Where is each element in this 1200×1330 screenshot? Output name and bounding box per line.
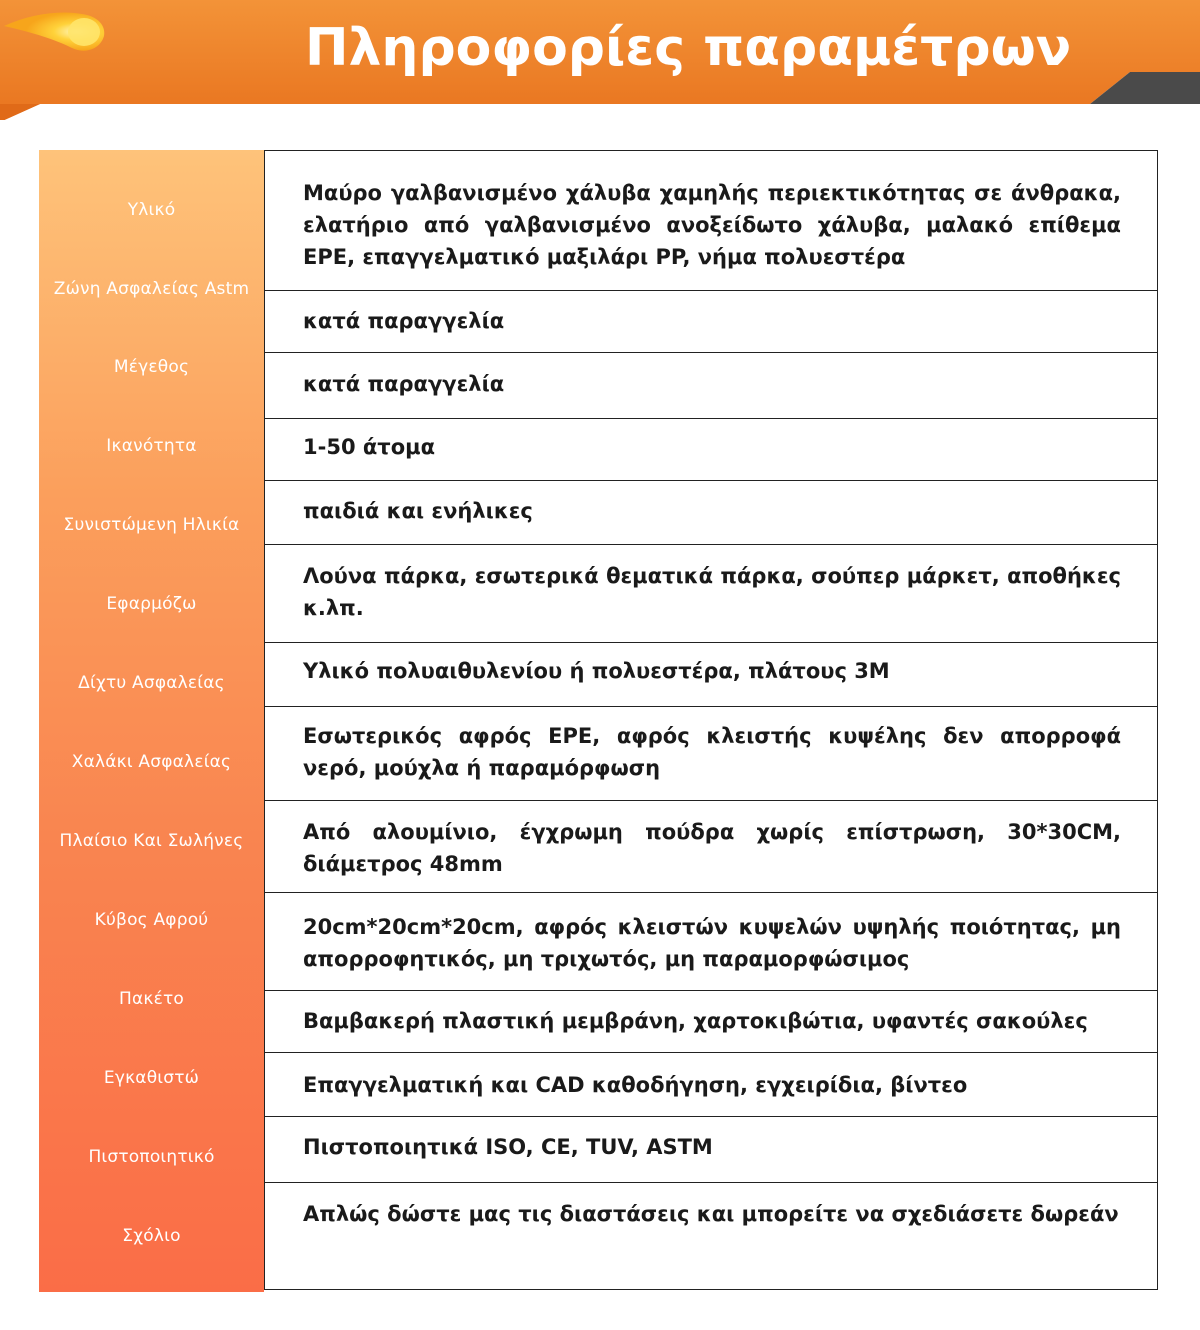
- label-certificate: Πιστοποιητικό: [88, 1147, 215, 1167]
- label-recommended-age: Συνιστώμενη Ηλικία: [63, 515, 240, 535]
- table-row: [265, 419, 1157, 481]
- value-certificate: Πιστοποιητικά ISO, CE, TUV, ASTM: [303, 1135, 713, 1159]
- value-recommended-age: παιδιά και ενήλικες: [303, 499, 533, 523]
- label-safety-net: Δίχτυ Ασφαλείας: [78, 673, 225, 693]
- value-package: Βαμβακερή πλαστική μεμβράνη, χαρτοκιβώτια, υφαντές σακούλες: [303, 1009, 1088, 1033]
- value-apply: Λούνα πάρκα, εσωτερικά θεματικά πάρκα, σούπερ μάρκετ, αποθήκες κ.λπ.: [303, 564, 1121, 620]
- value-comment: Απλώς δώστε μας τις διαστάσεις και μπορείτε να σχεδιάσετε δωρεάν: [303, 1202, 1119, 1226]
- table-row: [265, 643, 1157, 707]
- value-capacity: 1-50 άτομα: [303, 435, 435, 459]
- table-row: [265, 545, 1157, 643]
- table-row: [265, 151, 1157, 291]
- table-row: [265, 353, 1157, 419]
- label-package: Πακέτο: [118, 989, 185, 1009]
- page-title: Πληροφορίες παραμέτρων: [305, 18, 1072, 78]
- value-safety-mat: Εσωτερικός αφρός EPE, αφρός κλειστής κυψέλης δεν απορροφά νερό, μούχλα ή παραμόρφωση: [303, 724, 1121, 780]
- table-row: [265, 1053, 1157, 1117]
- page-header: [0, 0, 1200, 120]
- table-row: [265, 991, 1157, 1053]
- label-material: Υλικό: [127, 200, 176, 220]
- label-foam-cube: Κύβος Αφρού: [94, 910, 209, 930]
- label-frame-tubes: Πλαίσιο Και Σωλήνες: [59, 831, 244, 851]
- label-capacity: Ικανότητα: [106, 436, 197, 456]
- value-frame-tubes: Από αλουμίνιο, έγχρωμη πούδρα χωρίς επίστρωση, 30*30CM, διάμετρος 48mm: [303, 820, 1121, 876]
- label-safety-mat: Χαλάκι Ασφαλείας: [71, 752, 232, 772]
- value-foam-cube: 20cm*20cm*20cm, αφρός κλειστών κυψελών υψηλής ποιότητας, μη απορροφητικός, μη τριχωτός, μη παραμορφώσιμος: [303, 915, 1121, 971]
- comet-icon: [0, 0, 110, 60]
- label-comment: Σχόλιο: [122, 1226, 181, 1246]
- value-safety-belt: κατά παραγγελία: [303, 309, 505, 333]
- table-row: [265, 291, 1157, 353]
- parameter-value-table: [264, 150, 1158, 1290]
- value-install: Επαγγελματική και CAD καθοδήγηση, εγχειρίδια, βίντεο: [303, 1073, 968, 1097]
- table-row: [265, 1183, 1157, 1291]
- value-material: Μαύρο γαλβανισμένο χάλυβα χαμηλής περιεκτικότητας σε άνθρακα, ελατήριο από γαλβανισμένο ανοξείδωτο χάλυβα, μαλακό επίθεμα EPE, επαγγελματικό μαξιλάρι PP, νήμα πολυεστέρα: [303, 181, 1121, 269]
- parameter-label-column: [39, 150, 264, 1292]
- table-row: [265, 707, 1157, 801]
- label-install: Εγκαθιστώ: [103, 1068, 200, 1088]
- table-row: [265, 893, 1157, 991]
- value-safety-net: Υλικό πολυαιθυλενίου ή πολυεστέρα, πλάτους 3M: [303, 659, 890, 683]
- table-row: [265, 481, 1157, 545]
- table-row: [265, 801, 1157, 893]
- label-size: Μέγεθος: [113, 357, 190, 377]
- label-safety-belt: Ζώνη Ασφαλείας Astm: [53, 279, 250, 299]
- value-size: κατά παραγγελία: [303, 372, 505, 396]
- label-apply: Εφαρμόζω: [106, 594, 197, 614]
- table-row: [265, 1117, 1157, 1183]
